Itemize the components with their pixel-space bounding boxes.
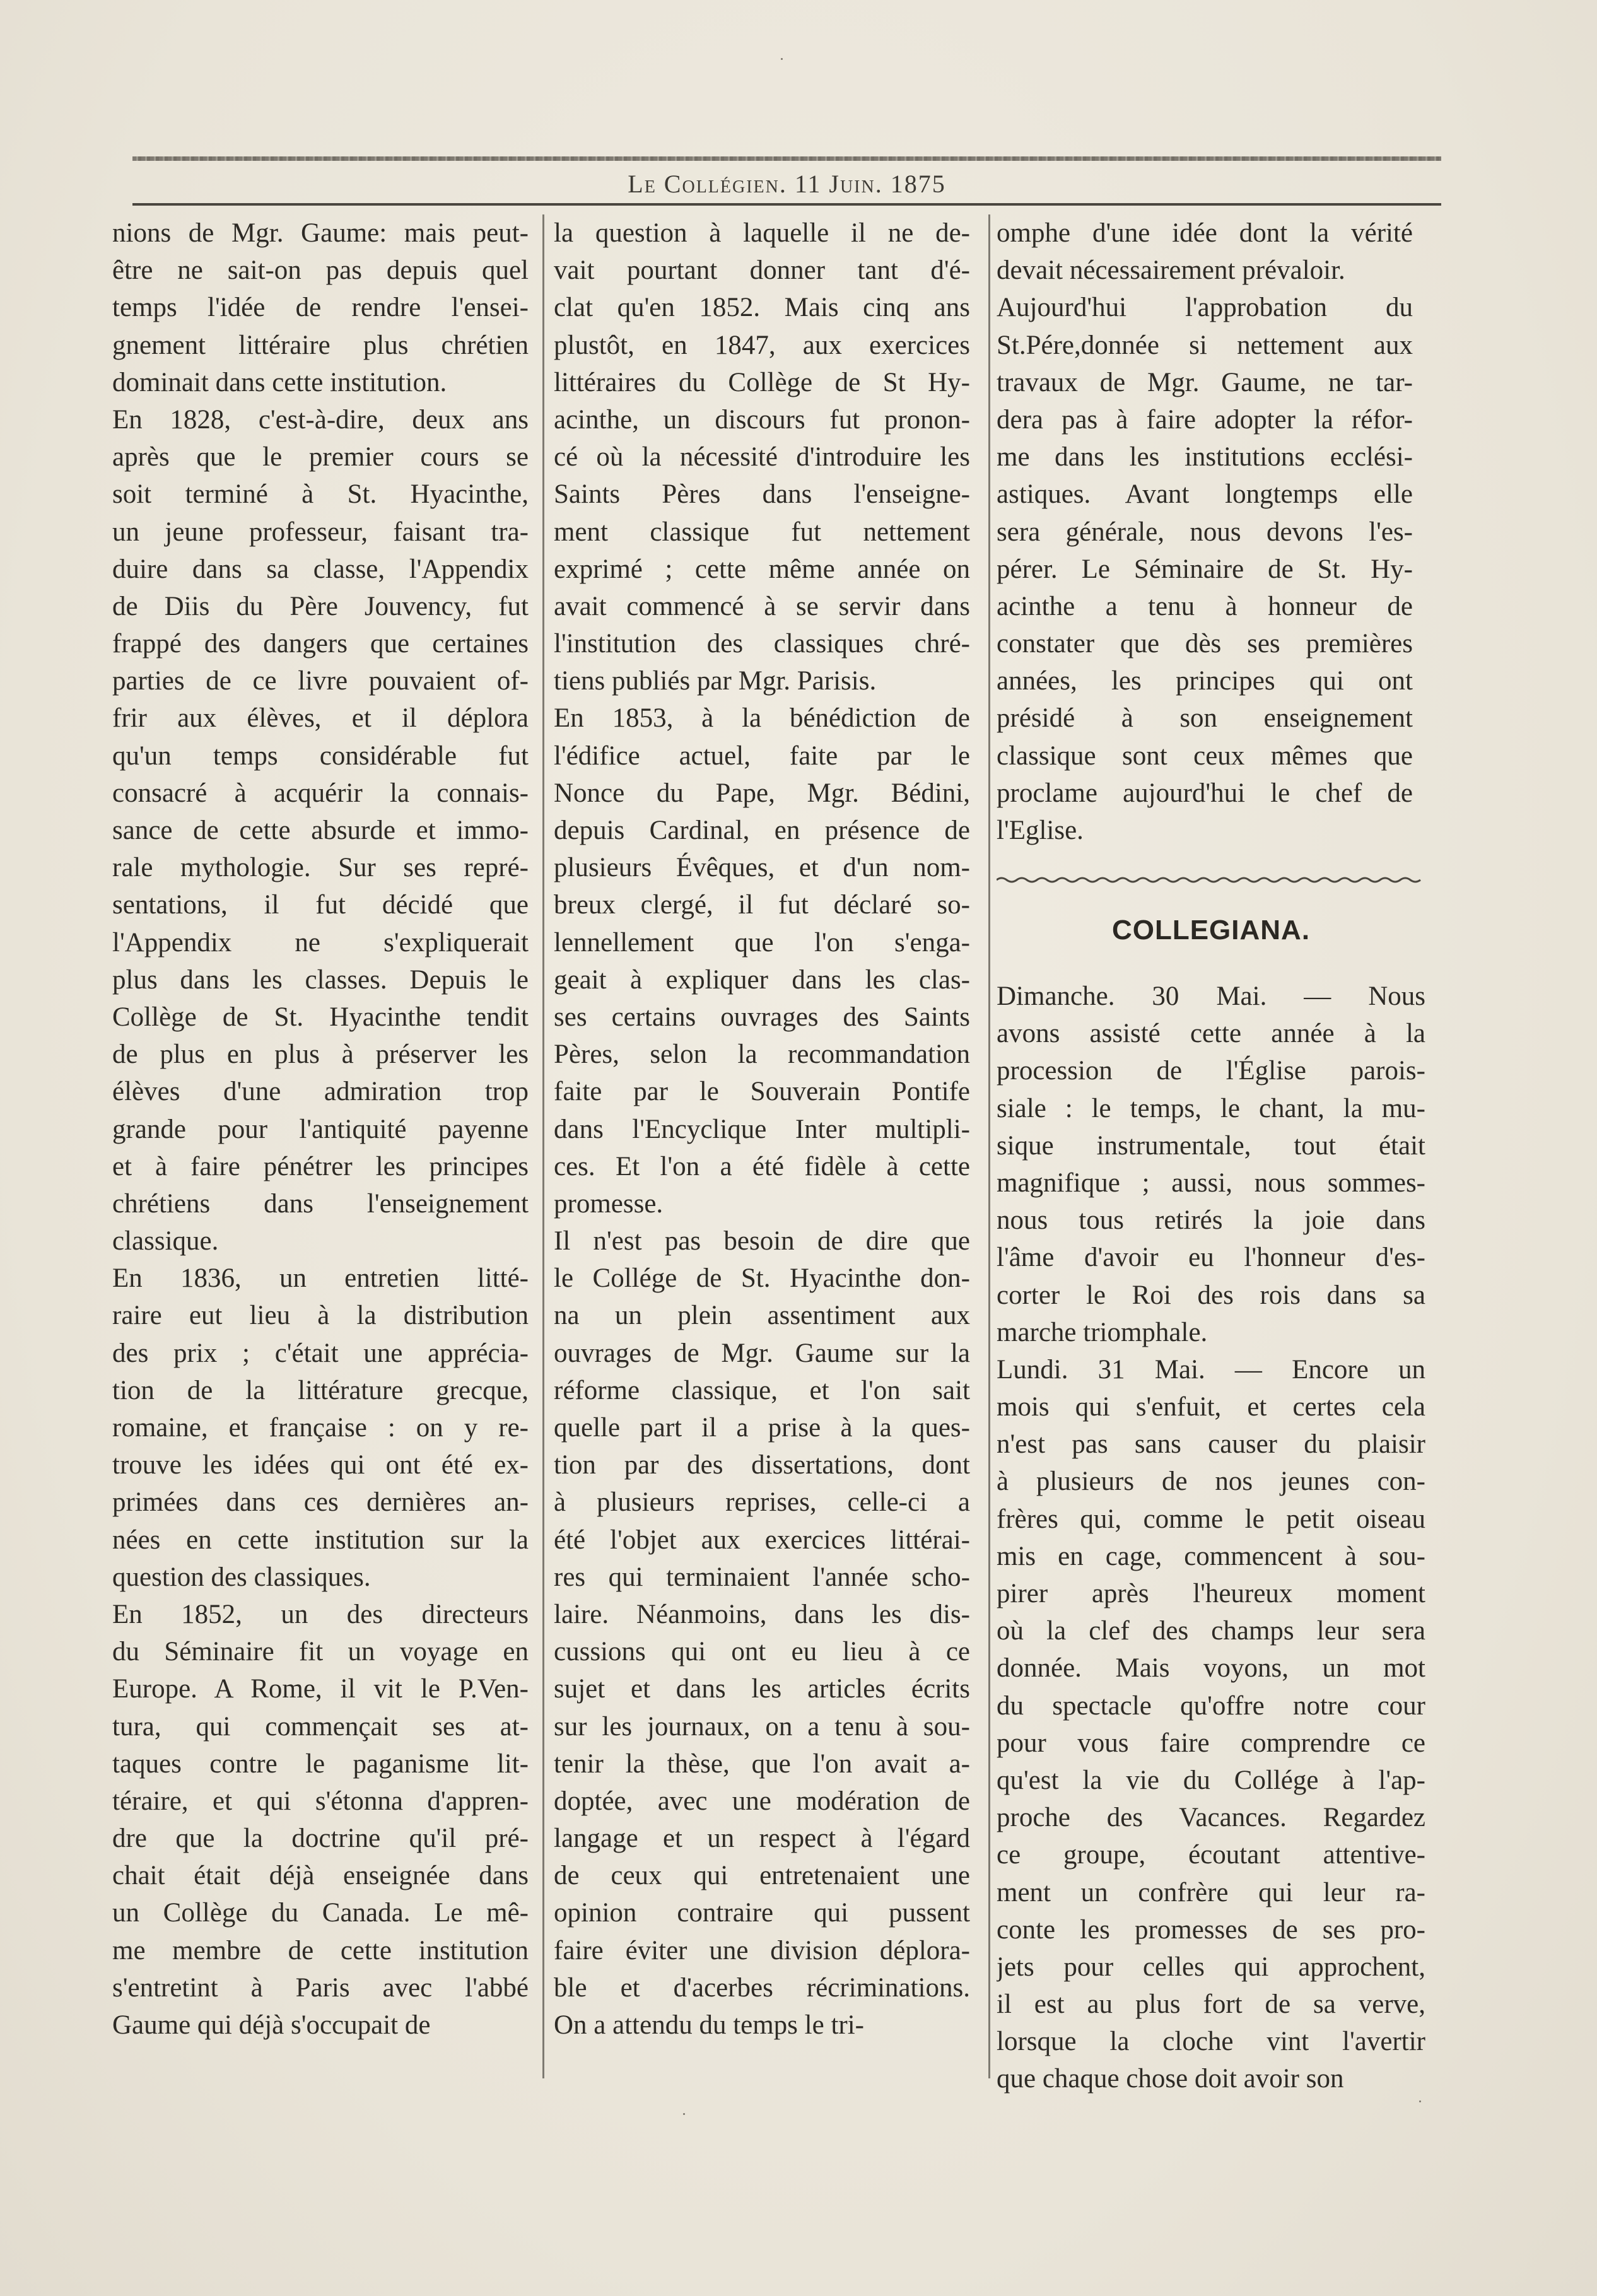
text-line: corter le Roi des rois dans sa [997, 1280, 1425, 1310]
text-line: clat qu'en 1852. Mais cinq ans [554, 293, 970, 323]
text-line: l'édifice actuel, faite par le [554, 741, 970, 771]
text-line: à plusieurs reprises, celle-ci a [554, 1487, 970, 1518]
text-line: ce groupe, écoutant attentive- [997, 1840, 1425, 1870]
section-separator-wavy [997, 876, 1425, 884]
text-line: cé où la nécessité d'introduire les [554, 442, 970, 472]
text-line: temps l'idée de rendre l'ensei- [112, 293, 529, 323]
text-line: Aujourd'hui l'approbation du [997, 293, 1413, 323]
text-line: à plusieurs de nos jeunes con- [997, 1467, 1425, 1497]
text-line: l'Appendix ne s'expliquerait [112, 927, 529, 958]
text-line: chrétiens dans l'enseignement [112, 1188, 529, 1219]
text-line: réforme classique, et l'on sait [554, 1375, 970, 1405]
text-line: breux clergé, il fut déclaré so- [554, 890, 970, 920]
text-line: pérer. Le Séminaire de St. Hy- [997, 554, 1413, 584]
text-line: En 1828, c'est-à-dire, deux ans [112, 404, 529, 435]
collegiana-column [997, 978, 1425, 2098]
text-line: proche des Vacances. Regardez [997, 1803, 1425, 1833]
text-line: dominait dans cette institution. [112, 367, 447, 397]
text-line: conte les promesses de ses pro- [997, 1914, 1425, 1945]
text-line: question des classiques. [112, 1562, 371, 1592]
text-line: plusieurs Évêques, et d'un nom- [554, 853, 970, 883]
text-line: que chaque chose doit avoir son [997, 2064, 1344, 2094]
text-line: opinion contraire qui pussent [554, 1898, 970, 1928]
text-line: de ceux qui entretenaient une [554, 1861, 970, 1891]
text-line: lorsque la cloche vint l'avertir [997, 2027, 1425, 2057]
text-line: tiens publiés par Mgr. Parisis. [554, 666, 877, 696]
article-column-2 [554, 214, 970, 2044]
text-line: Saints Pères dans l'enseigne- [554, 479, 970, 510]
column-divider-left [542, 214, 544, 2078]
text-line: En 1836, un entretien litté- [112, 1263, 529, 1294]
text-line: du spectacle qu'offre notre cour [997, 1690, 1425, 1721]
text-line: pour vous faire comprendre ce [997, 1728, 1425, 1758]
text-line: mis en cage, commencent à sou- [997, 1541, 1425, 1571]
text-line: En 1853, à la bénédiction de [554, 703, 970, 734]
text-line: sance de cette absurde et immo- [112, 816, 529, 845]
text-line: qu'un temps considérable fut [112, 741, 529, 771]
text-line: gnement littéraire plus chrétien [112, 330, 529, 360]
text-line: sur les journaux, on a tenu à sou- [554, 1711, 970, 1742]
text-line: été l'objet aux exercices littérai- [554, 1525, 970, 1555]
text-line: frères qui, comme le petit oiseau [997, 1504, 1425, 1534]
text-line: soit terminé à St. Hyacinthe, [112, 479, 529, 510]
text-line: s'entretint à Paris avec l'abbé [112, 1972, 529, 2003]
text-line: un Collège du Canada. Le mê- [112, 1898, 529, 1928]
text-line: On a attendu du temps le tri- [554, 2010, 864, 2040]
text-line: classique sont ceux mêmes que [997, 741, 1413, 771]
text-line: exprimé ; cette même année on [554, 554, 970, 584]
text-line: l'Eglise. [997, 816, 1084, 845]
text-line: plustôt, en 1847, aux exercices [554, 330, 970, 360]
text-line: sujet et dans les articles écrits [554, 1674, 970, 1704]
text-line: l'institution des classiques chré- [554, 629, 970, 659]
text-line: Lundi. 31 Mai. — Encore un [997, 1354, 1425, 1385]
top-ornamental-rule [132, 156, 1441, 161]
text-line: quelle part il a prise à la ques- [554, 1413, 970, 1443]
text-line: ces. Et l'on a été fidèle à cette [554, 1151, 970, 1181]
text-line: faire éviter une division déplora- [554, 1935, 970, 1965]
text-line: Nonce du Pape, Mgr. Bédini, [554, 778, 970, 808]
text-line: sentations, il fut décidé que [112, 890, 529, 920]
text-line: sera générale, nous devons l'es- [997, 517, 1413, 547]
text-line: proclame aujourd'hui le chef de [997, 778, 1413, 808]
running-header: Le Collégien. 11 Juin. 1875 [628, 170, 946, 198]
text-line: geait à expliquer dans les clas- [554, 964, 970, 995]
text-line: nous tous retirés la joie dans [997, 1205, 1425, 1236]
text-line: consacré à acquérir la connais- [112, 778, 529, 808]
text-line: frappé des dangers que certaines [112, 629, 529, 659]
text-line: le Collége de St. Hyacinthe don- [554, 1263, 970, 1294]
text-line: qu'est la vie du Collége à l'ap- [997, 1765, 1425, 1795]
text-line: travaux de Mgr. Gaume, ne tar- [997, 367, 1413, 397]
text-line: St.Pére,donnée si nettement aux [997, 330, 1413, 360]
text-line: être ne sait-on pas depuis quel [112, 255, 529, 286]
column-divider-right [988, 214, 990, 2078]
text-line: l'âme d'avoir eu l'honneur d'es- [997, 1243, 1425, 1273]
text-line: me membre de cette institution [112, 1935, 529, 1965]
text-line: procession de l'Église parois- [997, 1056, 1425, 1086]
text-line: doptée, avec une modération de [554, 1786, 970, 1816]
text-line: nions de Mgr. Gaume: mais peut- [112, 218, 529, 248]
header-rule [132, 203, 1441, 206]
text-line: et à faire pénétrer les principes [112, 1151, 529, 1181]
text-line: ble et d'acerbes récriminations. [554, 1972, 970, 2003]
text-line: de Diis du Père Jouvency, fut [112, 591, 529, 621]
text-line: En 1852, un des directeurs [112, 1599, 529, 1629]
text-line: acinthe, un discours fut pronon- [554, 404, 970, 435]
text-line: la question à laquelle il ne de- [554, 218, 970, 248]
text-line: me dans les institutions ecclési- [997, 442, 1413, 472]
text-line: mois qui s'enfuit, et certes cela [997, 1392, 1425, 1422]
text-line: constater que dès ses premières [997, 629, 1413, 659]
text-line: siale : le temps, le chant, la mu- [997, 1093, 1425, 1123]
section-title-collegiana: COLLEGIANA. [1111, 915, 1311, 946]
paper-speck [683, 2113, 685, 2115]
text-line: de plus en plus à préserver les [112, 1040, 529, 1070]
text-line: devait nécessairement prévaloir. [997, 255, 1345, 286]
text-line: Europe. A Rome, il vit le P.Ven- [112, 1674, 529, 1704]
text-line: tura, qui commençait ses at- [112, 1711, 529, 1742]
text-line: téraire, et qui s'étonna d'appren- [112, 1786, 529, 1816]
text-line: ment un confrère qui leur ra- [997, 1877, 1425, 1907]
text-line: avons assisté cette année à la [997, 1019, 1425, 1049]
text-line: astiques. Avant longtemps elle [997, 479, 1413, 510]
text-line: vait pourtant donner tant d'é- [554, 255, 970, 286]
text-line: années, les principes qui ont [997, 666, 1413, 696]
text-line: pirer après l'heureux moment [997, 1579, 1425, 1608]
text-line: trouve les idées qui ont été ex- [112, 1450, 529, 1480]
text-line: nées en cette institution sur la [112, 1525, 529, 1555]
text-line: Collège de St. Hyacinthe tendit [112, 1002, 529, 1032]
text-line: Dimanche. 30 Mai. — Nous [997, 981, 1425, 1011]
text-line: classique. [112, 1226, 219, 1256]
text-line: donnée. Mais voyons, un mot [997, 1653, 1425, 1684]
text-line: depuis Cardinal, en présence de [554, 816, 970, 845]
text-line: n'est pas sans causer du plaisir [997, 1429, 1425, 1460]
text-line: après que le premier cours se [112, 442, 529, 472]
text-line: na un plein assentiment aux [554, 1301, 970, 1331]
text-line: raire eut lieu à la distribution [112, 1301, 529, 1331]
text-line: présidé à son enseignement [997, 703, 1413, 734]
text-line: frir aux élèves, et il déplora [112, 703, 529, 734]
text-line: du Séminaire fit un voyage en [112, 1637, 529, 1667]
text-line: laire. Néanmoins, dans les dis- [554, 1599, 970, 1629]
text-line: omphe d'une idée dont la vérité [997, 218, 1413, 248]
text-line: dre que la doctrine qu'il pré- [112, 1824, 529, 1854]
text-line: res qui terminaient l'année scho- [554, 1562, 970, 1592]
text-line: chait était déjà enseignée dans [112, 1861, 529, 1891]
paper-speck [781, 58, 783, 60]
text-line: tenir la thèse, que l'on avait a- [554, 1748, 970, 1779]
article-column-1 [112, 214, 529, 2044]
text-line: ses certains ouvrages des Saints [554, 1002, 970, 1032]
text-line: des prix ; c'était une apprécia- [112, 1338, 529, 1368]
text-line: il est au plus fort de sa verve, [997, 1989, 1425, 2020]
text-line: jets pour celles qui approchent, [997, 1952, 1425, 1982]
text-line: lennellement que l'on s'enga- [554, 927, 970, 958]
text-line: acinthe a tenu à honneur de [997, 591, 1413, 621]
text-line: tion de la littérature grecque, [112, 1375, 529, 1405]
text-line: rale mythologie. Sur ses repré- [112, 853, 529, 883]
text-line: tion par des dissertations, dont [554, 1450, 970, 1480]
text-line: taques contre le paganisme lit- [112, 1748, 529, 1779]
text-line: cussions qui ont eu lieu à ce [554, 1637, 970, 1667]
text-line: Il n'est pas besoin de dire que [554, 1226, 970, 1256]
text-line: dans l'Encyclique Inter multipli- [554, 1114, 970, 1144]
text-line: Gaume qui déjà s'occupait de [112, 2010, 431, 2040]
text-line: plus dans les classes. Depuis le [112, 964, 529, 995]
text-line: avait commencé à se servir dans [554, 591, 970, 621]
text-line: parties de ce livre pouvaient of- [112, 666, 529, 696]
text-line: romaine, et française : on y re- [112, 1413, 529, 1443]
text-line: marche triomphale. [997, 1317, 1208, 1347]
text-line: où la clef des champs leur sera [997, 1616, 1425, 1646]
text-line: élèves d'une admiration trop [112, 1077, 529, 1107]
text-line: duire dans sa classe, l'Appendix [112, 554, 529, 584]
text-line: ment classique fut nettement [554, 517, 970, 547]
text-line: faite par le Souverain Pontife [554, 1077, 970, 1107]
text-line: grande pour l'antiquité payenne [112, 1114, 529, 1144]
text-line: Pères, selon la recommandation [554, 1040, 970, 1070]
text-line: dera pas à faire adopter la réfor- [997, 404, 1413, 435]
text-line: primées dans ces dernières an- [112, 1487, 529, 1518]
paper-speck [1419, 2100, 1421, 2102]
text-line: littéraires du Collège de St Hy- [554, 367, 970, 397]
text-line: langage et un respect à l'égard [554, 1824, 970, 1854]
text-line: ouvrages de Mgr. Gaume sur la [554, 1338, 970, 1368]
text-line: un jeune professeur, faisant tra- [112, 517, 529, 547]
article-column-3 [997, 214, 1413, 849]
text-line: sique instrumentale, tout était [997, 1130, 1425, 1161]
text-line: promesse. [554, 1188, 664, 1219]
text-line: magnifique ; aussi, nous sommes- [997, 1168, 1425, 1198]
